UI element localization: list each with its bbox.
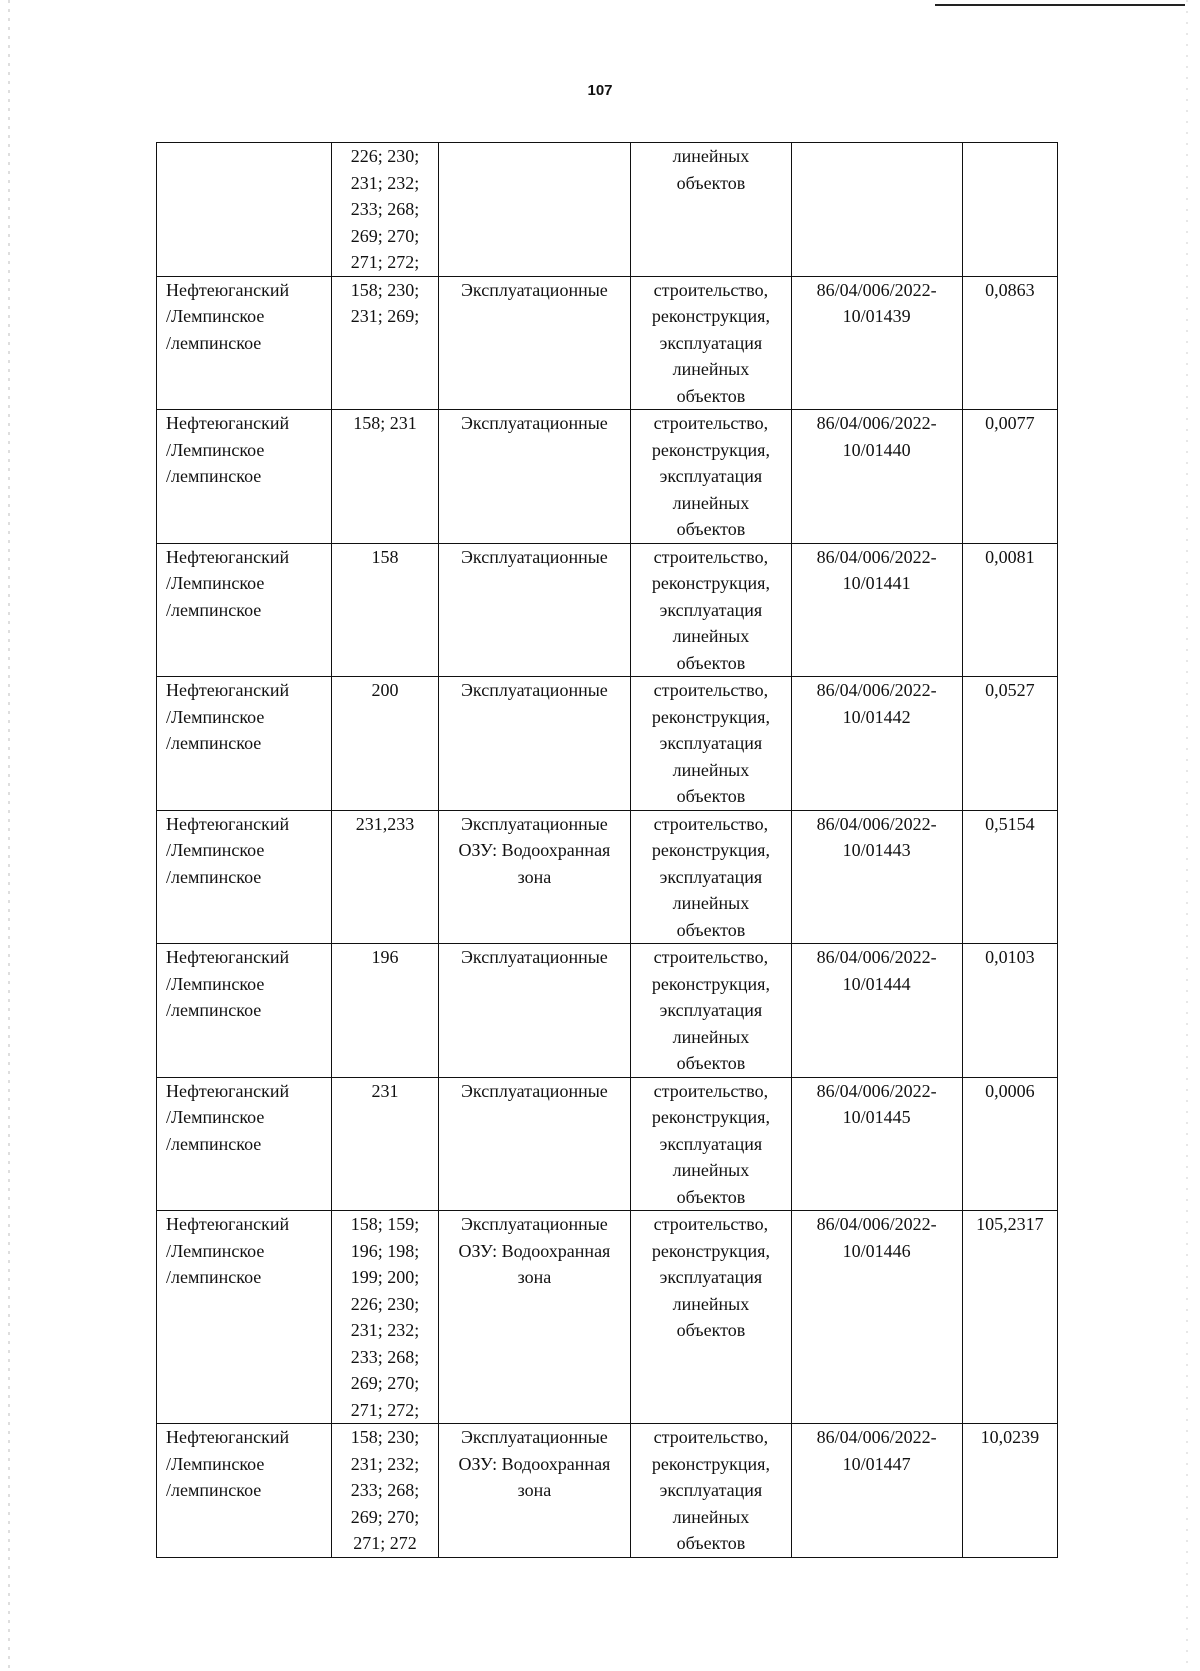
district-cell-line: /Лемпинское xyxy=(166,973,265,994)
district-cell xyxy=(157,276,332,410)
purpose-cell-line: объектов xyxy=(676,519,746,539)
page-number: 107 xyxy=(587,82,613,99)
district-cell-line: /лемпинское xyxy=(166,866,262,887)
category-cell xyxy=(438,143,631,277)
quarters-cell-line: 196; 198; xyxy=(350,1240,420,1261)
purpose-cell-line: реконструкция, xyxy=(651,973,770,994)
category-cell-line: Эксплуатационные xyxy=(461,279,608,300)
table-row xyxy=(157,1077,1058,1211)
quarters-cell-line: 231 xyxy=(371,1080,399,1101)
category-cell-line: зона xyxy=(517,1267,552,1287)
category-cell-line: Эксплуатационные xyxy=(461,813,608,834)
quarters-cell-line: 271; 272 xyxy=(353,1533,417,1553)
district-cell-line: /Лемпинское xyxy=(166,1453,265,1474)
district-cell-line: /лемпинское xyxy=(166,1133,262,1154)
purpose-cell-line: объектов xyxy=(676,1533,746,1553)
area-cell xyxy=(962,1211,1057,1424)
district-cell-line: /Лемпинское xyxy=(166,706,265,727)
purpose-cell-line: линейных xyxy=(672,759,750,780)
registration-number-cell xyxy=(791,1077,962,1211)
header-rule xyxy=(935,4,1185,6)
table-row xyxy=(157,810,1058,944)
category-cell xyxy=(438,1424,631,1558)
quarters-cell-line: 231; 269; xyxy=(350,306,420,326)
purpose-cell-line: эксплуатация xyxy=(659,1000,763,1020)
district-cell-line: /лемпинское xyxy=(166,1267,262,1287)
registration-number-cell xyxy=(791,944,962,1078)
purpose-cell-line: объектов xyxy=(676,1053,746,1073)
quarters-cell xyxy=(332,543,438,677)
category-cell-line: Эксплуатационные xyxy=(461,947,608,967)
purpose-cell-line: строительство, xyxy=(653,279,769,300)
category-cell-line: Эксплуатационные xyxy=(461,413,608,433)
category-cell xyxy=(438,810,631,944)
district-cell-line: Нефтеюганский xyxy=(166,413,290,433)
district-cell-line: Нефтеюганский xyxy=(166,546,290,567)
district-cell-line: Нефтеюганский xyxy=(166,947,290,967)
district-cell-line: Нефтеюганский xyxy=(166,813,290,834)
purpose-cell-line: строительство, xyxy=(653,947,769,967)
purpose-cell-line: линейных xyxy=(672,492,750,513)
category-cell-line: Эксплуатационные xyxy=(461,680,608,700)
purpose-cell-line: объектов xyxy=(676,786,746,806)
category-cell xyxy=(438,1211,631,1424)
table-row xyxy=(157,1211,1058,1424)
purpose-cell-line: объектов xyxy=(676,385,746,406)
table-row xyxy=(157,276,1058,410)
purpose-cell-line: эксплуатация xyxy=(659,599,763,620)
purpose-cell-line: объектов xyxy=(676,1186,746,1207)
category-cell-line: ОЗУ: Водоохранная xyxy=(458,840,611,860)
district-cell-line: Нефтеюганский xyxy=(166,1080,290,1101)
purpose-cell-line: линейных xyxy=(672,1026,750,1047)
purpose-cell-line: строительство, xyxy=(653,1080,769,1101)
purpose-cell-line: строительство, xyxy=(653,680,769,700)
quarters-cell xyxy=(332,410,438,544)
registration-number-cell-line: 86/04/006/2022- xyxy=(816,1427,937,1447)
purpose-cell-line: эксплуатация xyxy=(659,1133,763,1154)
district-cell xyxy=(157,677,332,811)
area-cell xyxy=(962,543,1057,677)
quarters-cell-line: 158; 159; xyxy=(350,1214,420,1234)
area-cell-value: 0,0006 xyxy=(985,1080,1035,1101)
purpose-cell xyxy=(631,810,791,944)
district-cell xyxy=(157,1211,332,1424)
registration-number-cell xyxy=(791,276,962,410)
registration-number-cell-line: 10/01441 xyxy=(842,573,911,593)
district-cell xyxy=(157,944,332,1078)
category-cell-line: Эксплуатационные xyxy=(461,546,608,567)
quarters-cell-line: 226; 230; xyxy=(350,146,420,166)
district-cell xyxy=(157,810,332,944)
purpose-cell-line: строительство, xyxy=(653,1214,769,1234)
district-cell-line: /Лемпинское xyxy=(166,439,265,460)
purpose-cell-line: эксплуатация xyxy=(659,332,763,353)
quarters-cell xyxy=(332,1211,438,1424)
district-cell xyxy=(157,543,332,677)
registration-number-cell xyxy=(791,410,962,544)
purpose-cell-line: линейных xyxy=(672,626,750,646)
area-cell xyxy=(962,410,1057,544)
registration-number-cell xyxy=(791,677,962,811)
purpose-cell-line: объектов xyxy=(676,1320,746,1340)
land-plots-table xyxy=(156,142,1058,1558)
category-cell-line: Эксплуатационные xyxy=(461,1214,608,1234)
quarters-cell xyxy=(332,276,438,410)
district-cell xyxy=(157,1077,332,1211)
quarters-cell-line: 196 xyxy=(371,947,399,967)
category-cell-line: зона xyxy=(517,1480,552,1500)
purpose-cell-line: линейных xyxy=(672,1506,750,1527)
purpose-cell xyxy=(631,143,791,277)
area-cell xyxy=(962,677,1057,811)
district-cell-line: Нефтеюганский xyxy=(166,1214,290,1234)
quarters-cell xyxy=(332,810,438,944)
table-row xyxy=(157,1424,1058,1558)
registration-number-cell-line: 10/01443 xyxy=(842,840,911,860)
registration-number-cell-line: 10/01446 xyxy=(842,1240,911,1261)
quarters-cell-line: 233; 268; xyxy=(350,1346,420,1367)
table-row xyxy=(157,543,1058,677)
registration-number-cell-line: 10/01447 xyxy=(842,1453,911,1474)
registration-number-cell-line: 10/01439 xyxy=(842,306,911,326)
district-cell-line: Нефтеюганский xyxy=(166,279,290,300)
area-cell xyxy=(962,143,1057,277)
purpose-cell-line: реконструкция, xyxy=(651,706,770,727)
quarters-cell xyxy=(332,1424,438,1558)
registration-number-cell-line: 86/04/006/2022- xyxy=(816,546,937,567)
district-cell-line: Нефтеюганский xyxy=(166,1427,290,1447)
quarters-cell-line: 158 xyxy=(371,546,399,567)
purpose-cell xyxy=(631,677,791,811)
quarters-cell-line: 200 xyxy=(371,680,399,700)
registration-number-cell-line: 10/01442 xyxy=(842,706,911,727)
quarters-cell-line: 269; 270; xyxy=(350,225,420,246)
registration-number-cell-line: 86/04/006/2022- xyxy=(816,279,937,300)
area-cell xyxy=(962,276,1057,410)
purpose-cell xyxy=(631,276,791,410)
purpose-cell xyxy=(631,944,791,1078)
district-cell-line: /лемпинское xyxy=(166,332,262,353)
table-row xyxy=(157,410,1058,544)
purpose-cell xyxy=(631,1211,791,1424)
purpose-cell-line: эксплуатация xyxy=(659,1267,763,1287)
registration-number-cell xyxy=(791,543,962,677)
quarters-cell xyxy=(332,944,438,1078)
purpose-cell-line: строительство, xyxy=(653,813,769,834)
purpose-cell-line: объектов xyxy=(676,172,746,193)
category-cell xyxy=(438,677,631,811)
purpose-cell xyxy=(631,1424,791,1558)
category-cell-line: ОЗУ: Водоохранная xyxy=(458,1453,611,1474)
purpose-cell-line: реконструкция, xyxy=(651,1107,770,1127)
registration-number-cell-line: 86/04/006/2022- xyxy=(816,947,937,967)
category-cell xyxy=(438,410,631,544)
area-cell xyxy=(962,1424,1057,1558)
purpose-cell-line: объектов xyxy=(676,652,746,673)
table-row xyxy=(157,677,1058,811)
district-cell-line: /Лемпинское xyxy=(166,1107,265,1127)
district-cell-line: /Лемпинское xyxy=(166,306,265,326)
purpose-cell-line: объектов xyxy=(676,919,746,940)
table-row xyxy=(157,944,1058,1078)
area-cell-value: 0,0081 xyxy=(985,546,1035,567)
purpose-cell-line: линейных xyxy=(672,893,750,913)
registration-number-cell-line: 10/01440 xyxy=(842,439,911,460)
quarters-cell-line: 158; 231 xyxy=(353,413,417,433)
district-cell-line: /лемпинское xyxy=(166,466,262,486)
registration-number-cell xyxy=(791,1211,962,1424)
district-cell xyxy=(157,410,332,544)
quarters-cell-line: 231; 232; xyxy=(350,172,420,193)
district-cell xyxy=(157,1424,332,1558)
purpose-cell-line: реконструкция, xyxy=(651,439,770,460)
area-cell-value: 0,5154 xyxy=(985,813,1035,834)
registration-number-cell-line: 10/01444 xyxy=(842,973,911,994)
purpose-cell-line: эксплуатация xyxy=(659,466,763,486)
purpose-cell xyxy=(631,410,791,544)
district-cell-line: /Лемпинское xyxy=(166,573,265,593)
registration-number-cell-line: 86/04/006/2022- xyxy=(816,1080,937,1101)
district-cell-line: /лемпинское xyxy=(166,1480,262,1500)
registration-number-cell-line: 86/04/006/2022- xyxy=(816,413,937,433)
registration-number-cell xyxy=(791,810,962,944)
purpose-cell-line: строительство, xyxy=(653,413,769,433)
category-cell xyxy=(438,1077,631,1211)
district-cell-line: /лемпинское xyxy=(166,733,262,753)
district-cell xyxy=(157,143,332,277)
quarters-cell-line: 271; 272; xyxy=(350,252,420,272)
purpose-cell-line: строительство, xyxy=(653,546,769,567)
quarters-cell-line: 231; 232; xyxy=(350,1453,420,1474)
purpose-cell xyxy=(631,543,791,677)
purpose-cell-line: реконструкция, xyxy=(651,306,770,326)
category-cell xyxy=(438,543,631,677)
district-cell-line: /лемпинское xyxy=(166,1000,262,1020)
quarters-cell xyxy=(332,143,438,277)
district-cell-line: /Лемпинское xyxy=(166,840,265,860)
purpose-cell-line: линейных xyxy=(672,359,750,379)
area-cell-value: 0,0863 xyxy=(985,279,1035,300)
registration-number-cell xyxy=(791,1424,962,1558)
area-cell-value: 0,0103 xyxy=(985,947,1035,967)
purpose-cell-line: эксплуатация xyxy=(659,1480,763,1500)
purpose-cell-line: реконструкция, xyxy=(651,1240,770,1261)
purpose-cell-line: реконструкция, xyxy=(651,1453,770,1474)
category-cell xyxy=(438,944,631,1078)
registration-number-cell-line: 10/01445 xyxy=(842,1107,911,1127)
area-cell xyxy=(962,944,1057,1078)
area-cell-value: 105,2317 xyxy=(976,1214,1044,1234)
purpose-cell-line: реконструкция, xyxy=(651,840,770,860)
area-cell xyxy=(962,1077,1057,1211)
quarters-cell-line: 199; 200; xyxy=(350,1267,420,1287)
quarters-cell-line: 269; 270; xyxy=(350,1506,420,1527)
registration-number-cell-line: 86/04/006/2022- xyxy=(816,813,937,834)
scan-edge-left xyxy=(8,0,10,1671)
quarters-cell-line: 271; 272; xyxy=(350,1399,420,1420)
registration-number-cell-line: 86/04/006/2022- xyxy=(816,1214,937,1234)
area-cell xyxy=(962,810,1057,944)
purpose-cell-line: линейных xyxy=(672,1160,750,1180)
area-cell-value: 10,0239 xyxy=(980,1427,1040,1447)
quarters-cell-line: 233; 268; xyxy=(350,1480,420,1500)
district-cell-line: /лемпинское xyxy=(166,599,262,620)
purpose-cell-line: линейных xyxy=(672,146,750,166)
registration-number-cell-line: 86/04/006/2022- xyxy=(816,680,937,700)
purpose-cell-line: эксплуатация xyxy=(659,733,763,753)
category-cell-line: Эксплуатационные xyxy=(461,1427,608,1447)
category-cell xyxy=(438,276,631,410)
area-cell-value: 0,0077 xyxy=(985,413,1035,433)
table-body xyxy=(157,143,1058,1558)
quarters-cell-line: 269; 270; xyxy=(350,1373,420,1393)
purpose-cell-line: реконструкция, xyxy=(651,573,770,593)
quarters-cell-line: 231; 232; xyxy=(350,1320,420,1340)
district-cell-line: /Лемпинское xyxy=(166,1240,265,1261)
district-cell-line: Нефтеюганский xyxy=(166,680,290,700)
scan-edge-right xyxy=(1186,0,1188,1671)
purpose-cell-line: линейных xyxy=(672,1293,750,1314)
purpose-cell xyxy=(631,1077,791,1211)
quarters-cell-line: 233; 268; xyxy=(350,199,420,219)
category-cell-line: зона xyxy=(517,866,552,887)
quarters-cell xyxy=(332,1077,438,1211)
quarters-cell xyxy=(332,677,438,811)
purpose-cell-line: эксплуатация xyxy=(659,866,763,887)
quarters-cell-line: 226; 230; xyxy=(350,1293,420,1314)
quarters-cell-line: 158; 230; xyxy=(350,279,420,300)
table-row xyxy=(157,143,1058,277)
category-cell-line: Эксплуатационные xyxy=(461,1080,608,1101)
quarters-cell-line: 231,233 xyxy=(355,813,415,834)
registration-number-cell xyxy=(791,143,962,277)
area-cell-value: 0,0527 xyxy=(985,680,1035,700)
quarters-cell-line: 158; 230; xyxy=(350,1427,420,1447)
category-cell-line: ОЗУ: Водоохранная xyxy=(458,1240,611,1261)
purpose-cell-line: строительство, xyxy=(653,1427,769,1447)
